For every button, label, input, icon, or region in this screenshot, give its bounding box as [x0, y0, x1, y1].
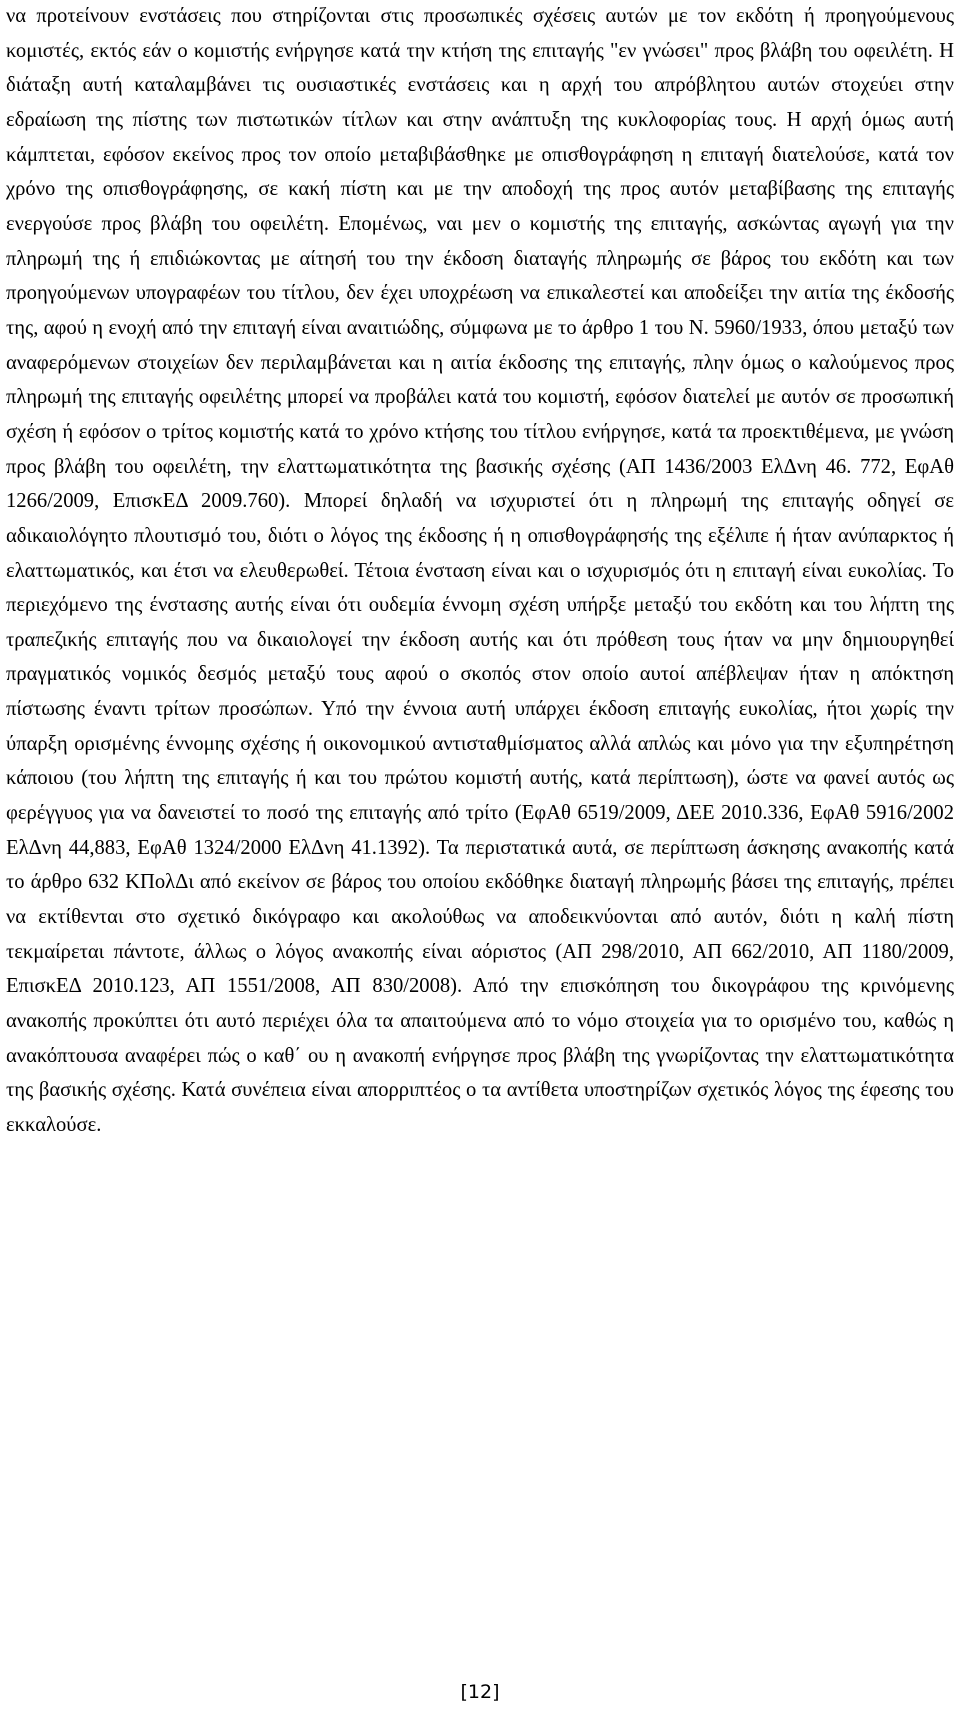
body-paragraph: να προτείνουν ενστάσεις που στηρίζονται στις προσωπικές σχέσεις αυτών με τον εκδότη ή προηγούμενους κομιστές, εκτός εάν ο κομιστής ενήργησε κατά την κτήση της επιταγής "εν γνώσει" προς βλάβη του οφειλέτη. Η διάταξη αυτή καταλαμβάνει τις ουσιαστικές ενστάσεις και η αρχή του απρόβλητου αυτών στοχεύει στην εδραίωση της πίστης των πιστωτικών τίτλων και στην ανάπτυξη της κυκλοφορίας τους. Η αρχή όμως αυτή κάμπτεται, εφόσον εκείνος προς τον οποίο μεταβιβάσθηκε με οπισθογράφηση η επιταγή διατελούσε, κατά τον χρόνο της οπισθογράφησης, σε κακή πίστη και με την αποδοχή της προς αυτόν μεταβίβασης της επιταγής ενεργούσε προς βλάβη του οφειλέτη. Επομένως, ναι μεν ο κομιστής της επιταγής, ασκώντας αγωγή για την πληρωμή της ή επιδιώκοντας με αίτησή του την έκδοση διαταγής πληρωμής σε βάρος του εκδότη και των προηγούμενων υπογραφέων του τίτλου, δεν έχει υποχρέωση να επικαλεστεί και αποδείξει την αιτία της έκδοσής της, αφού η ενοχή από την επιταγή είναι αναιτιώδης, σύμφωνα με το άρθρο 1 του Ν. 5960/1933, όπου μεταξύ των αναφερόμενων στοιχείων δεν περιλαμβάνεται και η αιτία έκδοσης της επιταγής, πλην όμως ο καλούμενος προς πληρωμή της επιταγής οφειλέτης μπορεί να προβάλει κατά του κομιστή, εφόσον διατελεί με αυτόν σε προσωπική σχέση ή εφόσον ο τρίτος κομιστής κατά το χρόνο κτήσης του τίτλου ενήργησε, κατά τα προεκτιθέμενα, με γνώση προς βλάβη του οφειλέτη, την ελαττωματικότητα της βασικής σχέσης (ΑΠ 1436/2003 ΕλΔνη 46. 772, ΕφΑθ 1266/2009, ΕπισκΕΔ 2009.760). Μπορεί δηλαδή να ισχυριστεί ότι η πληρωμή της επιταγής οδηγεί σε αδικαιολόγητο πλουτισμό του, διότι ο λόγος της έκδοσης ή η οπισθογράφησής της εξέλιπε ή ήταν ανύπαρκτος ή ελαττωματικός, και έτσι να ελευθερωθεί. Τέτοια ένσταση είναι και ο ισχυρισμός ότι η επιταγή είναι ευκολίας. Το περιεχόμενο της ένστασης αυτής είναι ότι ουδεμία έννομη σχέση υπήρξε μεταξύ του εκδότη και του λήπτη της τραπεζικής επιταγής που να δικαιολογεί την έκδοση αυτής και ότι πρόθεση τους ήταν να μην δημιουργηθεί πραγματικός νομικός δεσμός μεταξύ τους αφού ο σκοπός στον οποίο αυτοί απέβλεψαν ήταν η απόκτηση πίστωσης έναντι τρίτων προσώπων. Υπό την έννοια αυτή υπάρχει έκδοση επιταγής ευκολίας, ήτοι χωρίς την ύπαρξη ορισμένης έννομης σχέσης ή οικονομικού αντισταθμίσματος αλλά απλώς και μόνο για την εξυπηρέτηση κάποιου (του λήπτη της επιταγής ή και του πρώτου κομιστή αυτής, κατά περίπτωση), ώστε να φανεί αυτός ως φερέγγυος για να δανειστεί το ποσό της επιταγής από τρίτο (ΕφΑθ 6519/2009, ΔΕΕ 2010.336, ΕφΑθ 5916/2002 ΕλΔνη 44,883, ΕφΑθ 1324/2000 ΕλΔνη 41.1392). Τα περιστατικά αυτά, σε περίπτωση άσκησης ανακοπής κατά το άρθρο 632 ΚΠολΔι από εκείνον σε βάρος του οποίου εκδόθηκε διαταγή πληρωμής βάσει της επιταγής, πρέπει να εκτίθενται στο σχετικό δικόγραφο και ακολούθως να αποδεικνύονται από αυτόν, διότι η καλή πίστη τεκμαίρεται πάντοτε, άλλως ο λόγος ανακοπής είναι αόριστος (ΑΠ 298/2010, ΑΠ 662/2010, ΑΠ 1180/2009, ΕπισκΕΔ 2010.123, ΑΠ 1551/2008, ΑΠ 830/2008). Από την επισκόπηση του δικογράφου της κρινόμενης ανακοπής προκύπτει ότι αυτό περιέχει όλα τα απαιτούμενα από το νόμο στοιχεία για το ορισμένο του, καθώς η ανακόπτουσα αναφέρει πώς ο καθ΄ ου η ανακοπή ενήργησε προς βλάβη της γνωρίζοντας την ελαττωματικότητα της βασικής σχέσης. Κατά συνέπεια είναι απορριπτέος ο τα αντίθετα υποστηρίζων σχετικός λόγος της έφεσης του εκκαλούσε.	[6, 5, 954, 1136]
page-number: [12]	[460, 1681, 500, 1703]
